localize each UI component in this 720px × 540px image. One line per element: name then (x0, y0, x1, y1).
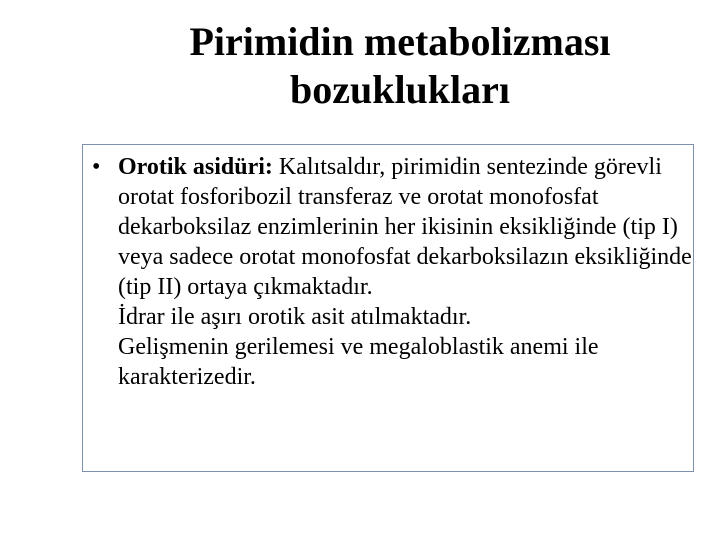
content-text (118, 152, 694, 392)
bullet-icon: • (92, 154, 101, 180)
paragraph-characteristics: Gelişmenin gerilemesi ve megaloblastik anemi ile karakterizedir. (118, 334, 599, 390)
paragraph-excretion: İdrar ile aşırı orotik asit atılmaktadır. (118, 304, 472, 330)
title-line-1: Pirimidin metabolizması (189, 19, 611, 64)
slide-title (80, 18, 720, 114)
paragraph-definition (118, 152, 694, 302)
definition-text: Kalıtsaldır, pirimidin sentezinde görevli orotat fosforibozil transferaz ve orotat monofosfat dekarboksilaz enzimlerinin her ikisinin eksikliğinde (tip I) veya sadece orotat monofosfat dekarboksilazın eksikliğinde (tip II) ortaya çıkmaktadır. (118, 154, 692, 300)
term-label: Orotik asidüri: (118, 154, 273, 180)
title-line-2: bozuklukları (289, 67, 511, 112)
